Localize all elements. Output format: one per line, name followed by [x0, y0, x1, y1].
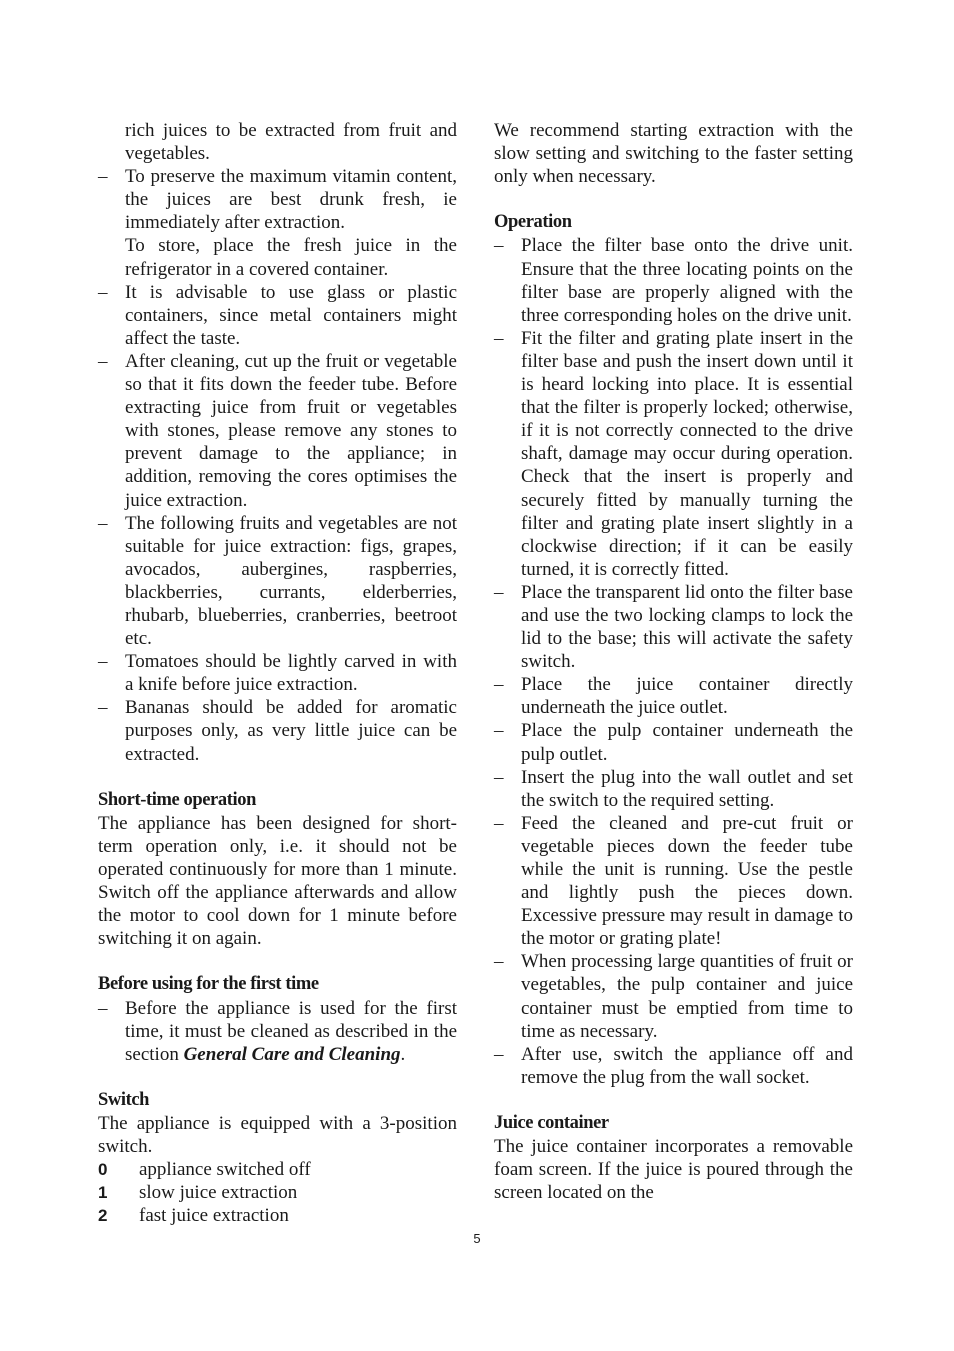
- list-item-text: Fit the filter and grating plate insert in the filter base and push the insert down until it is heard locking into place. It is essential that the filter is properly locked; otherwise, if it is not correctly connected to the drive shaft, damage may occur during operation. Check that the insert is properly and securely fitted by manually turning the filter and grating plate insert slightly in a clockwise direction; if it can be easily turned, it is correctly fitted.: [521, 327, 853, 580]
- list-item-text: It is advisable to use glass or plastic containers, since metal containers might affect the taste.: [125, 281, 457, 349]
- short-time-heading: Short-time operation: [98, 789, 256, 810]
- bullet-continuation: To store, place the fresh juice in the refrigerator in a covered container.: [125, 235, 457, 280]
- dash-marker: –: [98, 512, 108, 534]
- list-item-text: The following fruits and vegetables are not suitable for juice extraction: figs, grapes, avocados, aubergines, raspberries, blackberries, currants, elderberries, rhubarb, blueberries, cranberries, beetroot etc.: [125, 512, 457, 650]
- list-item: [494, 581, 853, 673]
- dash-marker: –: [494, 812, 504, 834]
- dash-marker: –: [494, 766, 504, 788]
- care-section-reference: General Care and Cleaning: [183, 1043, 401, 1065]
- list-item-text: Bananas should be added for aromatic purposes only, as very little juice can be extracted.: [125, 697, 457, 765]
- dash-marker: –: [494, 674, 504, 696]
- list-item-text: To preserve the maximum vitamin content, the juices are best drunk fresh, ie immediately after extraction.: [125, 166, 457, 234]
- bullet-list-a: [98, 165, 457, 234]
- list-item-text: Place the transparent lid onto the filter base and use the two locking clamps to lock the lid to the base; this will activate the safety switch.: [521, 581, 853, 673]
- first-time-text: Before the appliance is used for the first time, it must be cleaned as described in the section: [125, 997, 457, 1065]
- switch-position-number: 1: [98, 1183, 108, 1203]
- short-time-text: The appliance has been designed for short-term operation only, i.e. it should not be operated continuously for more than 1 minute. Switch off the appliance afterwards and allow the motor to cool down for 1 minute before switching it on again.: [98, 812, 457, 950]
- dash-marker: –: [494, 720, 504, 742]
- list-item-text: Place the filter base onto the drive unit. Ensure that the three locating points on the filter base are properly aligned with the three corresponding holes on the drive unit.: [521, 235, 853, 326]
- switch-heading: Switch: [98, 1089, 150, 1110]
- list-item-text: After use, switch the appliance off and remove the plug from the wall socket.: [521, 1043, 853, 1088]
- list-item: [98, 696, 457, 765]
- operation-list: [494, 234, 853, 1088]
- intro-continuation: rich juices to be extracted from fruit and vegetables.: [125, 120, 457, 165]
- left-column: [98, 119, 457, 1228]
- list-item: [98, 281, 457, 350]
- switch-position-number: 0: [98, 1160, 108, 1180]
- list-item-text: Feed the cleaned and pre-cut fruit or vegetable pieces down the feeder tube while the unit is running. Use the pestle and lightly push the pieces down. Excessive pressure may result in damage to the motor or grating plate!: [521, 812, 853, 950]
- switch-position: [98, 1158, 457, 1181]
- dash-marker: –: [494, 951, 504, 973]
- list-item: [494, 327, 853, 581]
- juice-container-text: The juice container incorporates a removable foam screen. If the juice is poured through the screen located on the: [494, 1136, 853, 1204]
- list-item: [98, 165, 457, 234]
- dash-marker: –: [98, 166, 108, 188]
- dash-marker: –: [98, 350, 108, 372]
- list-item-text: When processing large quantities of fruit or vegetables, the pulp container and juice container must be emptied from time to time as necessary.: [521, 951, 853, 1042]
- switch-positions: [98, 1158, 457, 1227]
- first-time-end: .: [400, 1043, 406, 1065]
- list-item-text: Insert the plug into the wall outlet and set the switch to the required setting.: [521, 766, 853, 811]
- list-item-text: Place the pulp container underneath the pulp outlet.: [521, 720, 853, 765]
- juice-container-heading: Juice container: [494, 1113, 609, 1134]
- switch-text: The appliance is equipped with a 3-position switch.: [98, 1113, 457, 1158]
- operation-heading: Operation: [494, 212, 572, 233]
- switch-position: [98, 1181, 457, 1204]
- switch-position-number: 2: [98, 1206, 108, 1226]
- list-item: [494, 673, 853, 719]
- list-item: [494, 719, 853, 765]
- dash-marker: –: [98, 997, 108, 1019]
- list-item: [98, 512, 457, 651]
- switch-position-label: appliance switched off: [139, 1159, 311, 1181]
- recommendation-text: We recommend starting extraction with the slow setting and switching to the faster setting only when necessary.: [494, 120, 853, 188]
- dash-marker: –: [98, 651, 108, 673]
- list-item: [98, 650, 457, 696]
- first-time-bullet: [98, 997, 457, 1066]
- list-item: [494, 812, 853, 951]
- list-item-text: Place the juice container directly underneath the juice outlet.: [521, 674, 853, 719]
- list-item: [98, 350, 457, 512]
- switch-position: [98, 1204, 457, 1227]
- list-item-text: After cleaning, cut up the fruit or vegetable so that it fits down the feeder tube. Before extracting juice from fruit or vegetables with stones, please remove any stones to prevent damage to the appliance; in addition, removing the cores optimises the juice extraction.: [125, 350, 457, 511]
- dash-marker: –: [494, 327, 504, 349]
- list-item: [494, 1043, 853, 1089]
- switch-position-label: fast juice extraction: [139, 1205, 289, 1227]
- dash-marker: –: [494, 1043, 504, 1065]
- list-item: [494, 234, 853, 326]
- dash-marker: –: [98, 281, 108, 303]
- page-number: 5: [473, 1231, 481, 1246]
- bullet-list-b: [98, 281, 457, 766]
- dash-marker: –: [494, 581, 504, 603]
- right-column: [494, 119, 853, 1204]
- dash-marker: –: [494, 235, 504, 257]
- list-item-text: Tomatoes should be lightly carved in with a knife before juice extraction.: [125, 651, 457, 696]
- dash-marker: –: [98, 697, 108, 719]
- first-time-heading: Before using for the first time: [98, 974, 319, 995]
- list-item: [494, 950, 853, 1042]
- list-item: [494, 766, 853, 812]
- switch-position-label: slow juice extraction: [139, 1182, 298, 1204]
